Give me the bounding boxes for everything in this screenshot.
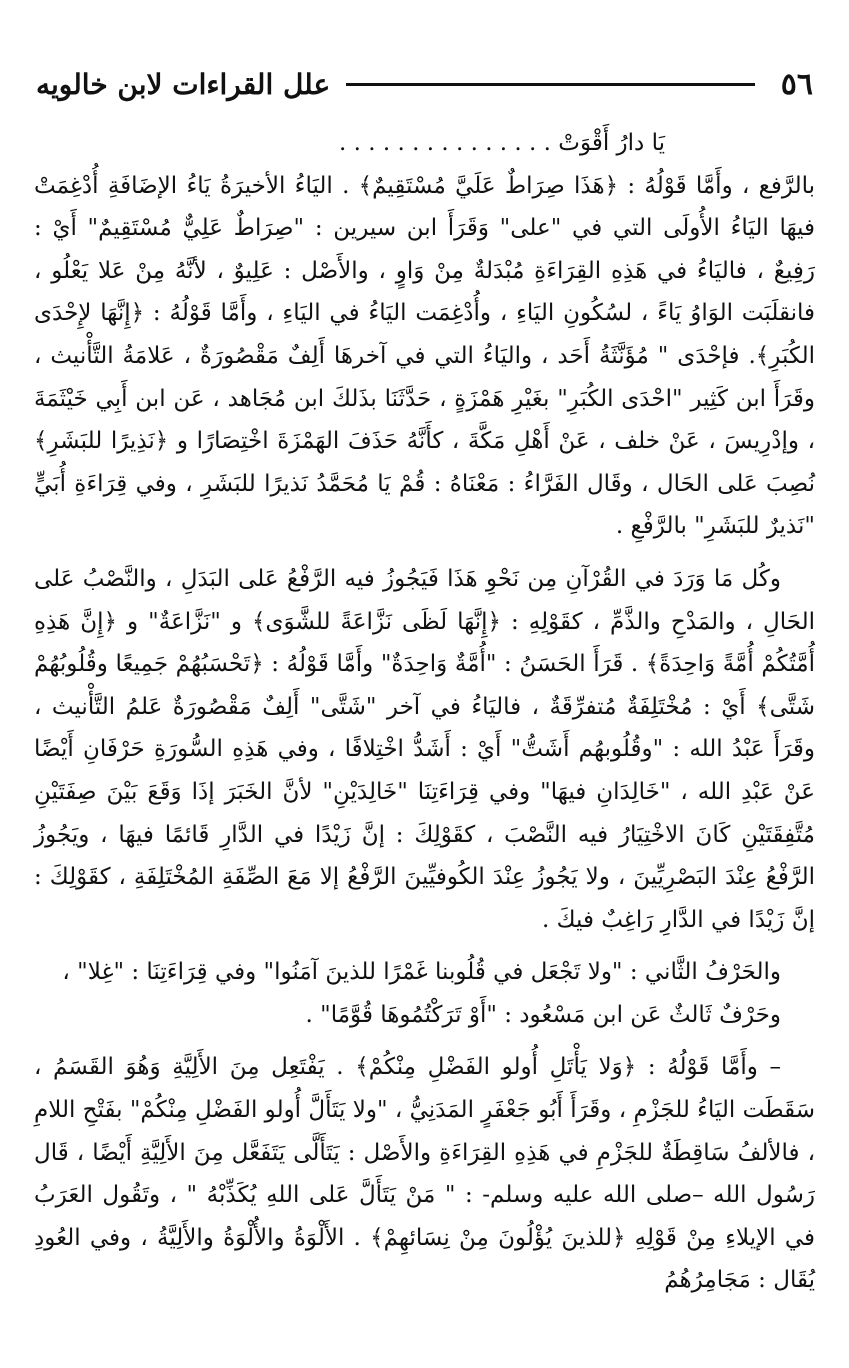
paragraph: وحَرْفٌ ثَالثٌ عَن ابن مَسْعُود : "أَوْ تَرَكْتُمُوهَا قُوَّمًا" .	[305, 1001, 781, 1028]
running-header	[36, 62, 813, 106]
paragraph: بالرَّفع ، وأَمَّا قَوْلُهُ : ﴿هَذَا صِرَاطٌ عَلَيَّ مُسْتَقِيمٌ﴾ . اليَاءُ الأخيرَةُ يَاءُ الإضَافَةِ أُدْغِمَتْ فيهَا اليَاءُ الأُولَى التي في "على" وَقَرَأَ ابن سيرين : "صِرَاطٌ عَلِيٌّ مُسْتَقِيمٌ" أَيْ : رَفِيعٌ ، فاليَاءُ في هَذِهِ القِرَاءَةِ مُبْدَلةٌ مِنْ وَاوٍ ، والأَصْل : عَلِيوٌ ، لأنَّهُ مِنْ عَلا يَعْلُو ، فانقلَبَت الوَاوُ يَاءً ، لسُكُونِ اليَاءِ ، وأُدْغِمَت اليَاءُ في اليَاءِ ، وأَمَّا قَوْلُهُ : ﴿إِنَّهَا لإِحْدَى الكُبَرِ﴾. فإحْدَى " مُؤَنَّثَةُ أَحَد ، واليَاءُ التي في آخرهَا أَلِفٌ مَقْصُورَةٌ ، عَلامَةُ التَّأْنيث ، وقَرَأَ ابن كَثِير "احْدَى الكُبَرِ" بغَيْرِ هَمْزَةٍ ، حَدَّثَنَا بذَلكَ ابن مُجَاهد ، عَن ابن أَبِي خَيْثَمَةَ ، وإدْرِيسَ ، عَنْ خلف ، عَنْ أَهْلِ مَكَّةَ ، كأَنَّهُ حَذَفَ الهَمْزَةَ اخْتِصَارًا و ﴿نَذِيرًا للبَشَرِ﴾ نُصِبَ عَلى الحَال ، وقَال الفَرَّاءُ : مَعْنَاهُ : قُمْ يَا مُحَمَّدُ نَذيرًا للبَشَرِ ، وفي قِرَاءَةِ أُبَيٍّ "نَذيرٌ للبَشَرِ" بالرَّفْعِ .	[34, 172, 815, 540]
header-rule	[346, 83, 755, 86]
page-body	[34, 122, 815, 1302]
verse-line: يَا دارُ أَقْوَتْ . . . . . . . . . . . . . . .	[338, 130, 665, 156]
book-title: علل القراءات لابن خالويه	[36, 67, 331, 101]
paragraph: – وأَمَّا قَوْلُهُ : ﴿وَلا يَأْتَلِ أُولو الفَضْلِ مِنْكُمْ﴾ . يَفْتَعِل مِنَ الأَلِيَّةِ وَهُوَ القَسَمُ ، سَقَطَت اليَاءُ للجَزْمِ ، وقَرَأَ أَبُو جَعْفَرٍ المَدَنِيُّ ، "ولا يَتَأَلَّ أُولو الفَضْلِ مِنْكُمْ" بفَتْحِ اللامِ ، فالألفُ سَاقِطَةٌ للجَزْمِ في هَذِهِ القِرَاءَةِ والأَصْل : يَتَأَلَّى يَتَفَعَّل مِنَ الأَلِيَّةِ أَيْضًا ، قَال رَسُول الله –صلى الله عليه وسلم- : " مَنْ يَتَأَلَّ عَلى اللهِ يُكَذِّبْهُ " ، وتَقُول العَرَبُ في الإيلاءِ مِنْ قَوْلِهِ ﴿للذينَ يُؤْلُونَ مِنْ نِسَائهِمْ﴾ . الأَلْوَةُ والأُلْوَةُ والأَلِيَّةُ ، وفي العُودِ يُقَال : مَجَامِرُهُمُ	[34, 1054, 815, 1294]
page-number: ٥٦	[780, 66, 813, 102]
paragraph: وكُل مَا وَرَدَ في القُرْآنِ مِن نَحْوِ هَذَا فَيَجُوزُ فيه الرَّفْعُ عَلى البَدَلِ ، والنَّصْبُ عَلى الحَالِ ، والمَدْحِ والذَّمِّ ، كقَوْلِهِ : ﴿إِنَّهَا لَظَى نَزَّاعَةً للشَّوَى﴾ و "نَزَّاعَةٌ" و ﴿إِنَّ هَذِهِ أُمَّتُكُمْ أُمَّةً وَاحِدَةً﴾ . قَرَأَ الحَسَنُ : "أُمَّةٌ وَاحِدَةٌ" وأَمَّا قَوْلُهُ : ﴿تَحْسَبُهُمْ جَمِيعًا وقُلُوبُهُمْ شَتَّى﴾ أَيْ : مُخْتَلِفَةٌ مُتفرِّقَةٌ ، فاليَاءُ في آخر "شَتَّى" أَلِفٌ مَقْصُورَةٌ عَلمُ التَّأْنيث ، وقَرَأَ عَبْدُ الله : "وقُلُوبهُم أَشَتُّ" أَيْ : أَشَدُّ اخْتِلافًا ، وفي هَذِهِ السُّورَةِ حَرْفَانِ أَيْضًا عَنْ عَبْدِ الله ، "خَالِدَانِ فيهَا" وفي قِرَاءَتِنَا "خَالِدَيْنِ" لأنَّ الخَبَرَ إذَا وَقَعَ بَيْنَ صِفَتَيْنِ مُتَّفِقَتَيْنِ كَانَ الاخْتِيَارُ فيه النَّصْبَ ، كقَوْلِكَ : إنَّ زَيْدًا في الدَّارِ قَائمًا فيهَا ، ويَجُوزُ الرَّفْعُ عِنْدَ البَصْرِيِّينَ ، ولا يَجُوزُ عِنْدَ الكُوفيِّينَ الرَّفْعُ إلا مَعَ الصِّفَةِ المُخْتَلِفَةِ ، كقَوْلِكَ : إنَّ زَيْدًا في الدَّارِ رَاغِبٌ فيكَ .	[34, 565, 815, 933]
paragraph: والحَرْفُ الثَّاني : "ولا تَجْعَل في قُلُوبنا غَمْرًا للذينَ آمَنُوا" وفي قِرَاءَتِنَا : "غِلا" ،	[62, 959, 781, 986]
